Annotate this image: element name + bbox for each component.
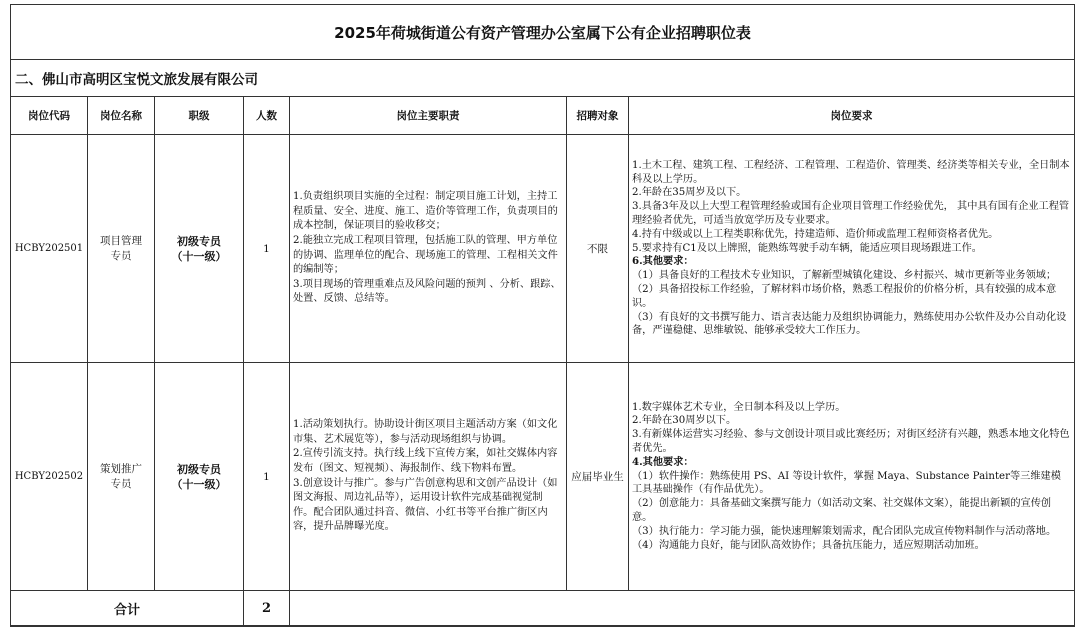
position-code: HCBY202502	[11, 363, 88, 591]
position-requirements	[629, 135, 1075, 363]
requirement-item: （3）有良好的文书撰写能力、语言表达能力及组织协调能力，熟练使用办公软件及办公自动化设备，严谨稳健、思维敏锐、能够承受较大工作压力。	[632, 311, 1067, 337]
duty-item: 2.能独立完成工程项目管理，包括施工队的管理、甲方单位的协调、监理单位的配合、现场施工的管理、工程相关文件的编制等；	[293, 234, 558, 276]
requirement-item: 3.有新媒体运营实习经验、参与文创设计项目或比赛经历；对街区经济有兴趣，熟悉本地文化特色者优先。	[632, 429, 1070, 454]
requirement-item: 5.要求持有C1及以上牌照，能熟练驾驶手动车辆，能适应项目现场跟进工作。	[632, 242, 982, 254]
position-level-line: 初级专员	[177, 234, 221, 248]
position-name-line: 专员	[110, 249, 132, 262]
requirement-item: 2.年龄在30周岁以下。	[632, 415, 737, 427]
requirement-item: 1.土木工程、建筑工程、工程经济、工程管理、工程造价、管理类、经济类等相关专业，全日制本科及以上学历。	[632, 159, 1070, 185]
requirement-item: 1.数字媒体艺术专业，全日制本科及以上学历。	[632, 401, 846, 413]
requirement-item: （1）具备良好的工程技术专业知识，了解新型城镇化建设、乡村振兴、城市更新等业务领域；	[632, 270, 1057, 282]
total-label: 合计	[11, 591, 244, 627]
position-level	[155, 363, 244, 591]
position-level-line: （十一级）	[171, 249, 227, 263]
requirement-item: （2）创意能力：具备基础文案撰写能力（如活动文案、社交媒体文案），能提出新颖的宣传创意。	[632, 498, 1052, 523]
header-target: 招聘对象	[567, 97, 629, 135]
header-code: 岗位代码	[11, 97, 88, 135]
recruit-target: 应届毕业生	[567, 363, 629, 591]
position-requirements	[629, 363, 1075, 591]
position-count: 1	[244, 135, 290, 363]
position-duties	[290, 135, 567, 363]
position-level-line: （十一级）	[171, 477, 227, 491]
position-count: 1	[244, 363, 290, 591]
duty-item: 1.负责组织项目实施的全过程：制定项目施工计划，主持工程质量、安全、进度、施工、造价等管理工作，负责项目的成本控制，保证项目的验收移交；	[293, 191, 558, 232]
total-row	[11, 591, 1075, 627]
recruitment-table	[10, 4, 1075, 627]
duty-item: 2.宣传引流支持。执行线上线下宣传方案，如社交媒体内容发布（图文、短视频）、海报制作、线下物料布置。	[293, 448, 558, 474]
total-value: 2	[244, 591, 290, 627]
header-requirements: 岗位要求	[629, 97, 1075, 135]
position-name-line: 项目管理	[100, 234, 142, 247]
position-code: HCBY202501	[11, 135, 88, 363]
header-level: 职级	[155, 97, 244, 135]
total-empty-cell	[290, 591, 1075, 627]
requirement-subheading: 6.其他要求：	[632, 255, 694, 268]
requirement-item: 3.具备3年及以上大型工程管理经验或国有企业项目管理工作经验优先， 其中具有国有企业工程管理经验者优先，可适当放宽学历及专业要求。	[632, 201, 1070, 226]
header-count: 人数	[244, 97, 290, 135]
recruit-target: 不限	[567, 135, 629, 363]
position-name-line: 专员	[110, 477, 132, 490]
company-name: 二、佛山市高明区宝悦文旅发展有限公司	[11, 60, 1075, 97]
bottom-divider	[10, 625, 1074, 626]
requirement-item: （4）沟通能力良好，能与团队高效协作；具备抗压能力，适应短期活动加班。	[632, 539, 985, 551]
header-position-name: 岗位名称	[88, 97, 155, 135]
position-name	[88, 135, 155, 363]
position-name-line: 策划推广	[100, 462, 142, 475]
requirement-item: 2.年龄在35周岁及以下。	[632, 187, 747, 199]
header-duties: 岗位主要职责	[290, 97, 567, 135]
table-row	[11, 135, 1075, 363]
position-level-line: 初级专员	[177, 462, 221, 476]
header-row	[11, 97, 1075, 135]
requirement-item: （1）软件操作：熟练使用 PS、AI 等设计软件，掌握 Maya、Substance Painter等三维建模工具基础操作（有作品优先）。	[632, 470, 1061, 496]
duty-item: 3.项目现场的管理重难点及风险问题的预判 、分析、跟踪、处置、反馈、总结等。	[293, 278, 561, 305]
requirement-item: 4.持有中级或以上工程类职称优先，持建造师、造价师或监理工程师资格者优先。	[632, 228, 999, 240]
requirement-subheading: 4.其他要求：	[632, 455, 694, 468]
table-title: 2025年荷城街道公有资产管理办公室属下公有企业招聘职位表	[11, 5, 1075, 60]
position-level	[155, 135, 244, 363]
requirement-item: （2）具备招投标工作经验，了解材料市场价格，熟悉工程报价的价格分析，具有较强的成本意识。	[632, 283, 1057, 309]
table-row	[11, 363, 1075, 591]
requirement-item: （3）执行能力：学习能力强，能快速理解策划需求，配合团队完成宣传物料制作与活动落地。	[632, 525, 1057, 537]
duty-item: 1.活动策划执行。协助设计街区项目主题活动方案（如文化市集、艺术展览等），参与活动现场组织与协调。	[293, 419, 558, 445]
duty-item: 3.创意设计与推广。参与广告创意构思和文创产品设计（如图文海报、周边礼品等），运用设计软件完成基础视觉制作。配合团队通过抖音、微信、小红书等平台推广街区内容，提升品牌曝光度。	[293, 477, 558, 533]
position-duties	[290, 363, 567, 591]
position-name	[88, 363, 155, 591]
